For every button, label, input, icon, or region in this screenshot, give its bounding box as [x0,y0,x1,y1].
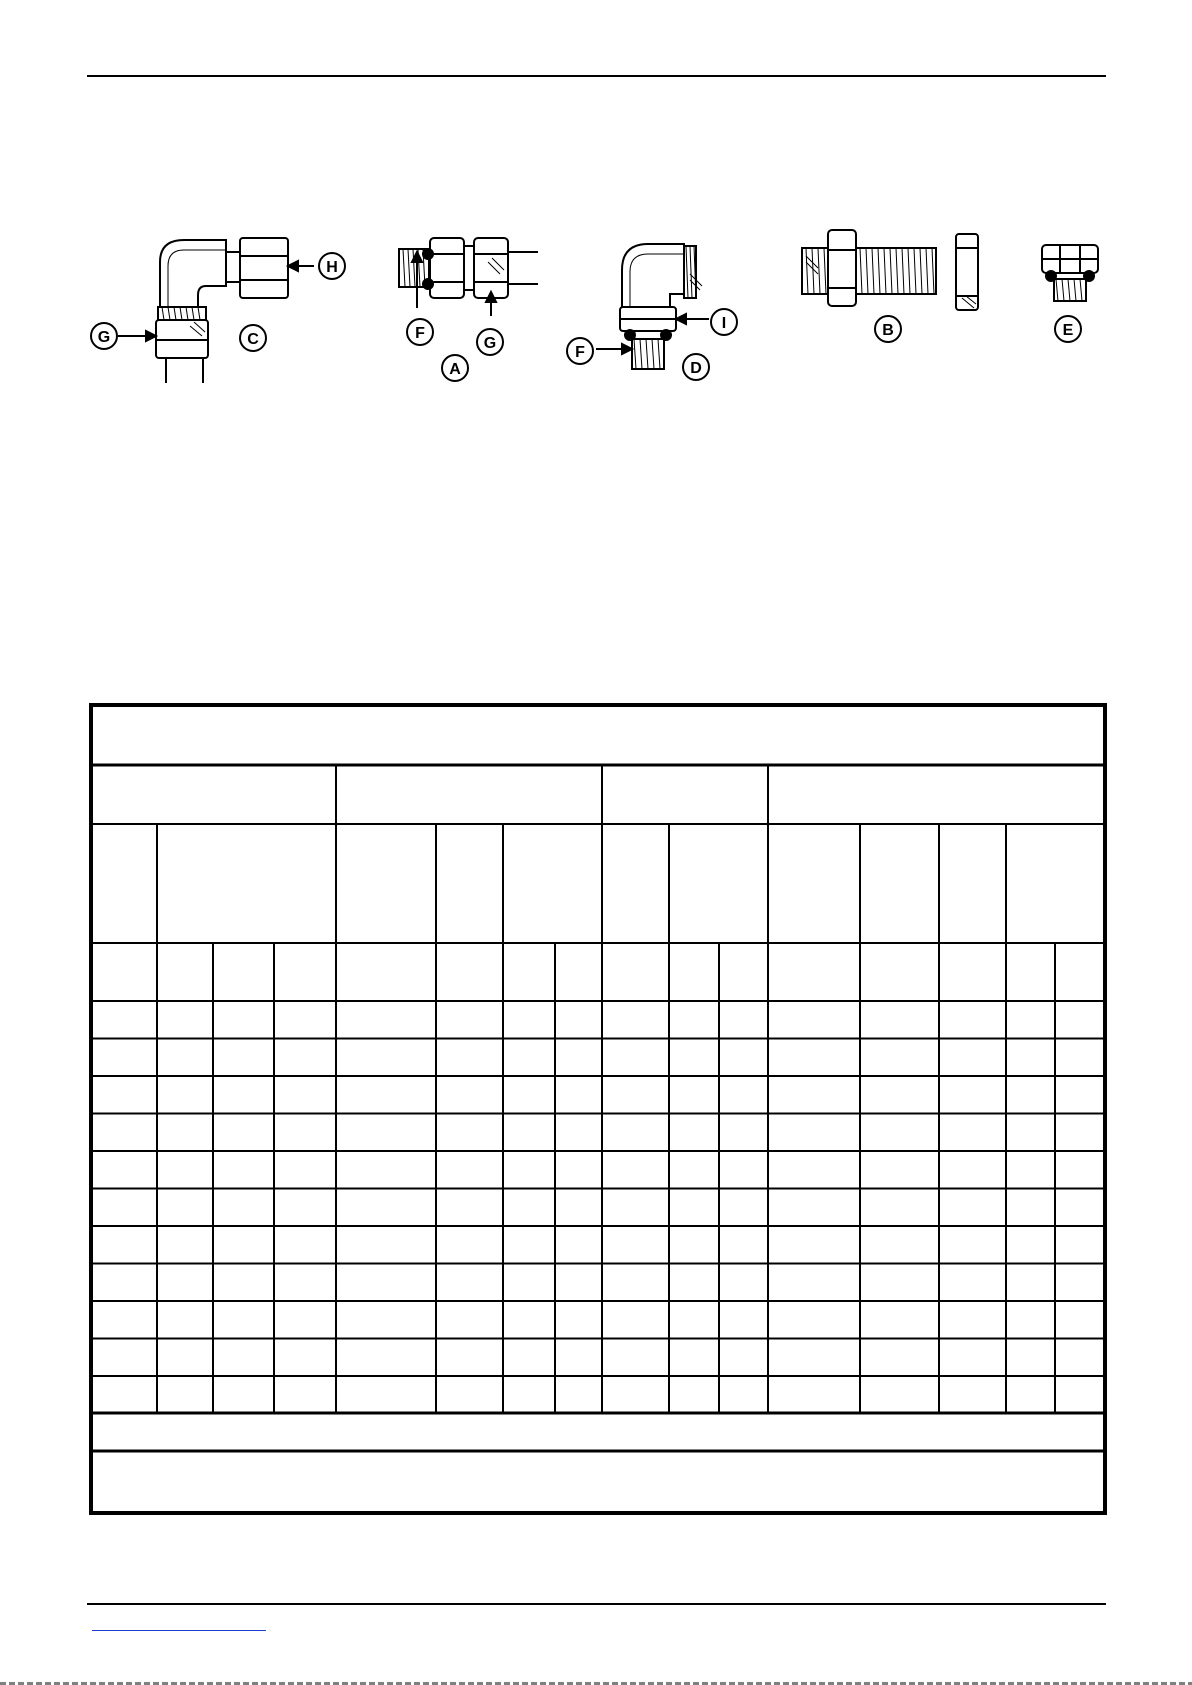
footer-rule [87,1603,1106,1605]
svg-text:G: G [483,335,497,352]
callout-g-left [91,323,117,349]
callout-h [319,253,345,279]
footer-link[interactable] [92,1629,266,1631]
fitting-e [1042,245,1098,301]
svg-text:D: D [690,360,702,377]
fitting-a [399,238,538,316]
callout-d [683,354,709,380]
callout-e [1055,316,1081,342]
callout-a [442,355,468,381]
callout-f-d [567,338,593,364]
svg-text:H: H [326,259,338,276]
callout-g-a [477,329,503,355]
svg-text:B: B [882,322,894,339]
header-rule [87,75,1106,77]
callout-f-a [407,319,433,345]
table-border [91,705,1105,1513]
callout-c [240,325,266,351]
fitting-c [118,238,314,383]
fitting-b [802,230,978,310]
svg-text:G: G [97,329,111,346]
svg-text:I: I [721,315,727,332]
fitting-illustrations [0,200,1192,400]
svg-text:F: F [575,344,585,361]
callout-i [711,309,737,335]
svg-text:A: A [449,361,461,378]
svg-text:C: C [247,331,259,348]
fitting-d [596,244,709,369]
svg-text:F: F [415,325,425,342]
callout-b [875,316,901,342]
torque-spec-table [89,703,1107,1520]
svg-text:E: E [1062,322,1074,339]
